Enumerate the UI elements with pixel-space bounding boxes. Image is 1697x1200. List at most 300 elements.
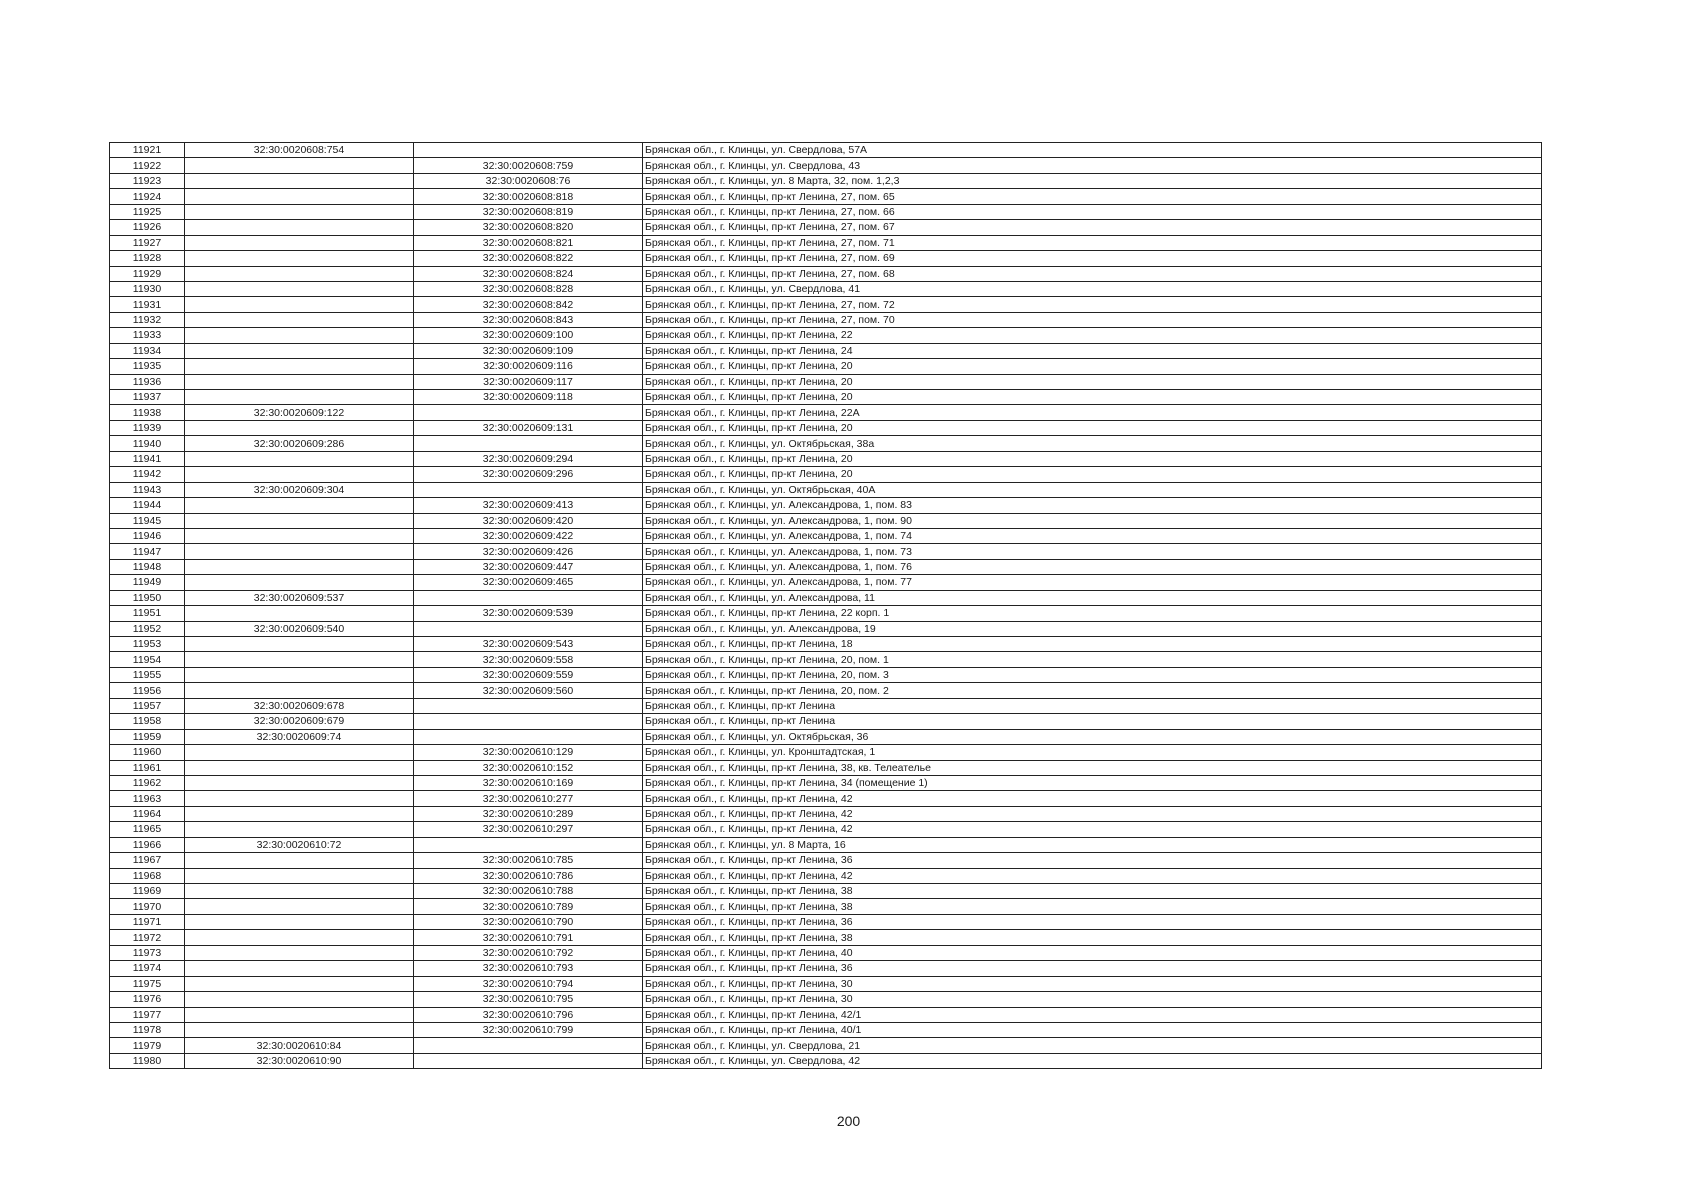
table-row [110, 1007, 1542, 1022]
row-number-cell: 11975 [110, 976, 185, 991]
object-cadastral-number-cell: 32:30:0020610:297 [414, 822, 643, 837]
row-number-cell: 11947 [110, 544, 185, 559]
cadastral-number-cell [185, 1022, 414, 1037]
address-cell: Брянская обл., г. Клинцы, пр-кт Ленина, 20 [643, 374, 1542, 389]
row-number-cell: 11962 [110, 775, 185, 790]
table-row [110, 482, 1542, 497]
address-cell: Брянская обл., г. Клинцы, пр-кт Ленина, 27, пом. 65 [643, 189, 1542, 204]
row-number-cell: 11961 [110, 760, 185, 775]
object-cadastral-number-cell: 32:30:0020610:289 [414, 806, 643, 821]
address-cell: Брянская обл., г. Клинцы, ул. Александрова, 11 [643, 590, 1542, 605]
cadastral-number-cell [185, 189, 414, 204]
object-cadastral-number-cell: 32:30:0020610:790 [414, 914, 643, 929]
address-cell: Брянская обл., г. Клинцы, пр-кт Ленина, 22А [643, 405, 1542, 420]
cadastral-number-cell [185, 637, 414, 652]
object-cadastral-number-cell: 32:30:0020608:820 [414, 220, 643, 235]
row-number-cell: 11966 [110, 837, 185, 852]
row-number-cell: 11927 [110, 235, 185, 250]
cadastral-number-cell [185, 467, 414, 482]
cadastral-number-cell [185, 961, 414, 976]
cadastral-number-cell [185, 667, 414, 682]
object-cadastral-number-cell: 32:30:0020610:795 [414, 992, 643, 1007]
cadastral-number-cell [185, 899, 414, 914]
address-cell: Брянская обл., г. Клинцы, пр-кт Ленина, 40 [643, 945, 1542, 960]
cadastral-number-cell [185, 559, 414, 574]
row-number-cell: 11931 [110, 297, 185, 312]
address-cell: Брянская обл., г. Клинцы, пр-кт Ленина, 40/1 [643, 1022, 1542, 1037]
table-row [110, 930, 1542, 945]
row-number-cell: 11978 [110, 1022, 185, 1037]
object-cadastral-number-cell [414, 837, 643, 852]
row-number-cell: 11974 [110, 961, 185, 976]
cadastral-number-cell [185, 606, 414, 621]
object-cadastral-number-cell: 32:30:0020608:759 [414, 158, 643, 173]
table-row [110, 359, 1542, 374]
row-number-cell: 11940 [110, 436, 185, 451]
row-number-cell: 11936 [110, 374, 185, 389]
table-row [110, 1053, 1542, 1068]
table-row [110, 590, 1542, 605]
object-cadastral-number-cell: 32:30:0020610:786 [414, 868, 643, 883]
address-cell: Брянская обл., г. Клинцы, ул. Александрова, 19 [643, 621, 1542, 636]
address-cell: Брянская обл., г. Клинцы, пр-кт Ленина [643, 698, 1542, 713]
row-number-cell: 11954 [110, 652, 185, 667]
cadastral-number-cell [185, 868, 414, 883]
address-cell: Брянская обл., г. Клинцы, пр-кт Ленина, 27, пом. 71 [643, 235, 1542, 250]
object-cadastral-number-cell: 32:30:0020608:828 [414, 281, 643, 296]
row-number-cell: 11939 [110, 420, 185, 435]
row-number-cell: 11970 [110, 899, 185, 914]
cadastral-number-cell [185, 513, 414, 528]
row-number-cell: 11933 [110, 328, 185, 343]
address-cell: Брянская обл., г. Клинцы, пр-кт Ленина, 27, пом. 67 [643, 220, 1542, 235]
cadastral-number-cell [185, 251, 414, 266]
row-number-cell: 11941 [110, 451, 185, 466]
address-cell: Брянская обл., г. Клинцы, пр-кт Ленина, 27, пом. 66 [643, 204, 1542, 219]
row-number-cell: 11960 [110, 745, 185, 760]
object-cadastral-number-cell [414, 405, 643, 420]
table-row [110, 143, 1542, 158]
table-row [110, 822, 1542, 837]
object-cadastral-number-cell: 32:30:0020610:788 [414, 884, 643, 899]
table-row [110, 436, 1542, 451]
table-row [110, 559, 1542, 574]
table-row [110, 266, 1542, 281]
table-row [110, 297, 1542, 312]
address-cell: Брянская обл., г. Клинцы, пр-кт Ленина, 18 [643, 637, 1542, 652]
address-cell: Брянская обл., г. Клинцы, пр-кт Ленина, 20, пом. 3 [643, 667, 1542, 682]
object-cadastral-number-cell: 32:30:0020610:169 [414, 775, 643, 790]
cadastral-number-cell [185, 775, 414, 790]
address-cell: Брянская обл., г. Клинцы, пр-кт Ленина, 20, пом. 1 [643, 652, 1542, 667]
cadastral-number-cell: 32:30:0020609:122 [185, 405, 414, 420]
cadastral-number-cell [185, 976, 414, 991]
object-cadastral-number-cell: 32:30:0020608:821 [414, 235, 643, 250]
address-cell: Брянская обл., г. Клинцы, пр-кт Ленина, 24 [643, 343, 1542, 358]
object-cadastral-number-cell: 32:30:0020609:560 [414, 683, 643, 698]
cadastral-number-cell [185, 158, 414, 173]
address-cell: Брянская обл., г. Клинцы, пр-кт Ленина, 27, пом. 68 [643, 266, 1542, 281]
row-number-cell: 11945 [110, 513, 185, 528]
address-cell: Брянская обл., г. Клинцы, пр-кт Ленина, 36 [643, 961, 1542, 976]
address-cell: Брянская обл., г. Клинцы, ул. Октябрьская, 40А [643, 482, 1542, 497]
cadastral-number-cell [185, 760, 414, 775]
address-cell: Брянская обл., г. Клинцы, пр-кт Ленина, 20 [643, 467, 1542, 482]
object-cadastral-number-cell: 32:30:0020610:792 [414, 945, 643, 960]
address-cell: Брянская обл., г. Клинцы, ул. Александрова, 1, пом. 76 [643, 559, 1542, 574]
object-cadastral-number-cell [414, 436, 643, 451]
row-number-cell: 11963 [110, 791, 185, 806]
cadastral-number-cell [185, 498, 414, 513]
table-body [110, 143, 1542, 1069]
cadastral-number-cell [185, 173, 414, 188]
table-row [110, 621, 1542, 636]
object-cadastral-number-cell: 32:30:0020609:426 [414, 544, 643, 559]
object-cadastral-number-cell: 32:30:0020609:558 [414, 652, 643, 667]
address-cell: Брянская обл., г. Клинцы, пр-кт Ленина, 38 [643, 930, 1542, 945]
cadastral-number-cell: 32:30:0020609:540 [185, 621, 414, 636]
cadastral-number-cell: 32:30:0020609:537 [185, 590, 414, 605]
row-number-cell: 11935 [110, 359, 185, 374]
address-cell: Брянская обл., г. Клинцы, ул. 8 Марта, 16 [643, 837, 1542, 852]
object-cadastral-number-cell [414, 714, 643, 729]
address-cell: Брянская обл., г. Клинцы, пр-кт Ленина, 22 корп. 1 [643, 606, 1542, 621]
table-row [110, 992, 1542, 1007]
cadastral-number-cell [185, 297, 414, 312]
address-cell: Брянская обл., г. Клинцы, пр-кт Ленина, 34 (помещение 1) [643, 775, 1542, 790]
address-cell: Брянская обл., г. Клинцы, пр-кт Ленина, 38, кв. Телеателье [643, 760, 1542, 775]
cadastral-table [109, 142, 1542, 1069]
object-cadastral-number-cell: 32:30:0020610:789 [414, 899, 643, 914]
cadastral-number-cell: 32:30:0020610:72 [185, 837, 414, 852]
address-cell: Брянская обл., г. Клинцы, пр-кт Ленина, 38 [643, 884, 1542, 899]
address-cell: Брянская обл., г. Клинцы, ул. Свердлова, 41 [643, 281, 1542, 296]
address-cell: Брянская обл., г. Клинцы, пр-кт Ленина, 42 [643, 791, 1542, 806]
table-row [110, 899, 1542, 914]
cadastral-number-cell: 32:30:0020609:679 [185, 714, 414, 729]
row-number-cell: 11930 [110, 281, 185, 296]
address-cell: Брянская обл., г. Клинцы, пр-кт Ленина, 22 [643, 328, 1542, 343]
table-row [110, 220, 1542, 235]
cadastral-number-cell [185, 822, 414, 837]
object-cadastral-number-cell: 32:30:0020609:420 [414, 513, 643, 528]
object-cadastral-number-cell [414, 590, 643, 605]
cadastral-number-cell: 32:30:0020609:74 [185, 729, 414, 744]
address-cell: Брянская обл., г. Клинцы, пр-кт Ленина, 36 [643, 853, 1542, 868]
row-number-cell: 11949 [110, 575, 185, 590]
object-cadastral-number-cell [414, 482, 643, 497]
object-cadastral-number-cell: 32:30:0020610:799 [414, 1022, 643, 1037]
address-cell: Брянская обл., г. Клинцы, пр-кт Ленина, 42/1 [643, 1007, 1542, 1022]
row-number-cell: 11964 [110, 806, 185, 821]
cadastral-number-cell [185, 1007, 414, 1022]
cadastral-number-cell [185, 451, 414, 466]
row-number-cell: 11924 [110, 189, 185, 204]
cadastral-number-cell [185, 204, 414, 219]
cadastral-number-cell [185, 312, 414, 327]
address-cell: Брянская обл., г. Клинцы, пр-кт Ленина, 27, пом. 72 [643, 297, 1542, 312]
object-cadastral-number-cell: 32:30:0020610:152 [414, 760, 643, 775]
table-row [110, 420, 1542, 435]
object-cadastral-number-cell: 32:30:0020608:819 [414, 204, 643, 219]
table-row [110, 498, 1542, 513]
table-row [110, 791, 1542, 806]
row-number-cell: 11958 [110, 714, 185, 729]
cadastral-number-cell: 32:30:0020609:678 [185, 698, 414, 713]
table-row [110, 745, 1542, 760]
address-cell: Брянская обл., г. Клинцы, ул. Александрова, 1, пом. 83 [643, 498, 1542, 513]
object-cadastral-number-cell: 32:30:0020609:118 [414, 390, 643, 405]
row-number-cell: 11967 [110, 853, 185, 868]
object-cadastral-number-cell: 32:30:0020609:116 [414, 359, 643, 374]
row-number-cell: 11926 [110, 220, 185, 235]
address-cell: Брянская обл., г. Клинцы, пр-кт Ленина, 20 [643, 451, 1542, 466]
table-row [110, 189, 1542, 204]
table-row [110, 251, 1542, 266]
object-cadastral-number-cell: 32:30:0020609:422 [414, 528, 643, 543]
document-table-container [109, 142, 1541, 1069]
object-cadastral-number-cell: 32:30:0020610:793 [414, 961, 643, 976]
row-number-cell: 11946 [110, 528, 185, 543]
object-cadastral-number-cell: 32:30:0020609:539 [414, 606, 643, 621]
object-cadastral-number-cell: 32:30:0020609:465 [414, 575, 643, 590]
cadastral-number-cell [185, 528, 414, 543]
table-row [110, 405, 1542, 420]
cadastral-number-cell [185, 328, 414, 343]
row-number-cell: 11976 [110, 992, 185, 1007]
row-number-cell: 11972 [110, 930, 185, 945]
table-row [110, 390, 1542, 405]
address-cell: Брянская обл., г. Клинцы, ул. Свердлова, 57А [643, 143, 1542, 158]
table-row [110, 513, 1542, 528]
object-cadastral-number-cell [414, 729, 643, 744]
table-row [110, 760, 1542, 775]
cadastral-number-cell [185, 914, 414, 929]
object-cadastral-number-cell: 32:30:0020608:842 [414, 297, 643, 312]
row-number-cell: 11957 [110, 698, 185, 713]
object-cadastral-number-cell: 32:30:0020609:543 [414, 637, 643, 652]
row-number-cell: 11922 [110, 158, 185, 173]
row-number-cell: 11921 [110, 143, 185, 158]
cadastral-number-cell [185, 930, 414, 945]
cadastral-number-cell [185, 992, 414, 1007]
row-number-cell: 11977 [110, 1007, 185, 1022]
row-number-cell: 11944 [110, 498, 185, 513]
row-number-cell: 11968 [110, 868, 185, 883]
row-number-cell: 11934 [110, 343, 185, 358]
address-cell: Брянская обл., г. Клинцы, ул. Свердлова, 42 [643, 1053, 1542, 1068]
object-cadastral-number-cell: 32:30:0020610:785 [414, 853, 643, 868]
cadastral-number-cell [185, 235, 414, 250]
table-row [110, 853, 1542, 868]
cadastral-number-cell [185, 652, 414, 667]
address-cell: Брянская обл., г. Клинцы, ул. Свердлова, 43 [643, 158, 1542, 173]
object-cadastral-number-cell: 32:30:0020610:794 [414, 976, 643, 991]
object-cadastral-number-cell: 32:30:0020608:822 [414, 251, 643, 266]
row-number-cell: 11956 [110, 683, 185, 698]
table-row [110, 806, 1542, 821]
object-cadastral-number-cell: 32:30:0020608:824 [414, 266, 643, 281]
table-row [110, 173, 1542, 188]
table-row [110, 945, 1542, 960]
row-number-cell: 11938 [110, 405, 185, 420]
address-cell: Брянская обл., г. Клинцы, пр-кт Ленина, 42 [643, 822, 1542, 837]
table-row [110, 328, 1542, 343]
row-number-cell: 11973 [110, 945, 185, 960]
cadastral-number-cell [185, 791, 414, 806]
object-cadastral-number-cell: 32:30:0020608:76 [414, 173, 643, 188]
table-row [110, 775, 1542, 790]
address-cell: Брянская обл., г. Клинцы, пр-кт Ленина, 20 [643, 420, 1542, 435]
address-cell: Брянская обл., г. Клинцы, пр-кт Ленина, 20 [643, 359, 1542, 374]
row-number-cell: 11948 [110, 559, 185, 574]
cadastral-number-cell: 32:30:0020609:286 [185, 436, 414, 451]
row-number-cell: 11969 [110, 884, 185, 899]
address-cell: Брянская обл., г. Клинцы, ул. Александрова, 1, пом. 90 [643, 513, 1542, 528]
table-row [110, 281, 1542, 296]
cadastral-number-cell [185, 544, 414, 559]
cadastral-number-cell [185, 220, 414, 235]
address-cell: Брянская обл., г. Клинцы, ул. Кронштадтская, 1 [643, 745, 1542, 760]
address-cell: Брянская обл., г. Клинцы, пр-кт Ленина, 42 [643, 868, 1542, 883]
address-cell: Брянская обл., г. Клинцы, пр-кт Ленина, 38 [643, 899, 1542, 914]
table-row [110, 374, 1542, 389]
address-cell: Брянская обл., г. Клинцы, пр-кт Ленина, 20, пом. 2 [643, 683, 1542, 698]
table-row [110, 204, 1542, 219]
table-row [110, 544, 1542, 559]
table-row [110, 652, 1542, 667]
object-cadastral-number-cell: 32:30:0020609:294 [414, 451, 643, 466]
cadastral-number-cell [185, 683, 414, 698]
object-cadastral-number-cell: 32:30:0020610:791 [414, 930, 643, 945]
object-cadastral-number-cell: 32:30:0020610:129 [414, 745, 643, 760]
object-cadastral-number-cell: 32:30:0020610:796 [414, 1007, 643, 1022]
table-row [110, 451, 1542, 466]
cadastral-number-cell [185, 281, 414, 296]
cadastral-number-cell [185, 374, 414, 389]
object-cadastral-number-cell: 32:30:0020609:100 [414, 328, 643, 343]
cadastral-number-cell [185, 359, 414, 374]
cadastral-number-cell [185, 343, 414, 358]
address-cell: Брянская обл., г. Клинцы, пр-кт Ленина, 42 [643, 806, 1542, 821]
row-number-cell: 11952 [110, 621, 185, 636]
object-cadastral-number-cell: 32:30:0020609:447 [414, 559, 643, 574]
row-number-cell: 11955 [110, 667, 185, 682]
row-number-cell: 11965 [110, 822, 185, 837]
cadastral-number-cell [185, 266, 414, 281]
table-row [110, 467, 1542, 482]
cadastral-number-cell [185, 884, 414, 899]
row-number-cell: 11937 [110, 390, 185, 405]
table-row [110, 528, 1542, 543]
table-row [110, 976, 1542, 991]
row-number-cell: 11928 [110, 251, 185, 266]
cadastral-number-cell: 32:30:0020610:84 [185, 1038, 414, 1053]
row-number-cell: 11942 [110, 467, 185, 482]
table-row [110, 698, 1542, 713]
cadastral-number-cell [185, 806, 414, 821]
row-number-cell: 11971 [110, 914, 185, 929]
row-number-cell: 11943 [110, 482, 185, 497]
row-number-cell: 11980 [110, 1053, 185, 1068]
table-row [110, 606, 1542, 621]
address-cell: Брянская обл., г. Клинцы, ул. Александрова, 1, пом. 77 [643, 575, 1542, 590]
address-cell: Брянская обл., г. Клинцы, пр-кт Ленина [643, 714, 1542, 729]
address-cell: Брянская обл., г. Клинцы, ул. Октябрьская, 38а [643, 436, 1542, 451]
row-number-cell: 11950 [110, 590, 185, 605]
address-cell: Брянская обл., г. Клинцы, ул. Александрова, 1, пом. 73 [643, 544, 1542, 559]
object-cadastral-number-cell: 32:30:0020609:117 [414, 374, 643, 389]
table-row [110, 868, 1542, 883]
table-row [110, 158, 1542, 173]
cadastral-number-cell [185, 390, 414, 405]
object-cadastral-number-cell: 32:30:0020608:843 [414, 312, 643, 327]
page-number: 200 [836, 1113, 861, 1129]
cadastral-number-cell [185, 575, 414, 590]
object-cadastral-number-cell [414, 698, 643, 713]
object-cadastral-number-cell: 32:30:0020609:296 [414, 467, 643, 482]
object-cadastral-number-cell [414, 1038, 643, 1053]
row-number-cell: 11959 [110, 729, 185, 744]
table-row [110, 729, 1542, 744]
row-number-cell: 11925 [110, 204, 185, 219]
object-cadastral-number-cell [414, 621, 643, 636]
table-row [110, 714, 1542, 729]
address-cell: Брянская обл., г. Клинцы, пр-кт Ленина, 20 [643, 390, 1542, 405]
object-cadastral-number-cell: 32:30:0020608:818 [414, 189, 643, 204]
table-row [110, 884, 1542, 899]
object-cadastral-number-cell [414, 143, 643, 158]
table-row [110, 837, 1542, 852]
row-number-cell: 11929 [110, 266, 185, 281]
table-row [110, 1038, 1542, 1053]
object-cadastral-number-cell [414, 1053, 643, 1068]
row-number-cell: 11923 [110, 173, 185, 188]
object-cadastral-number-cell: 32:30:0020609:109 [414, 343, 643, 358]
table-row [110, 235, 1542, 250]
address-cell: Брянская обл., г. Клинцы, ул. Александрова, 1, пом. 74 [643, 528, 1542, 543]
cadastral-number-cell [185, 945, 414, 960]
table-row [110, 637, 1542, 652]
table-row [110, 575, 1542, 590]
table-row [110, 914, 1542, 929]
table-row [110, 683, 1542, 698]
cadastral-number-cell: 32:30:0020609:304 [185, 482, 414, 497]
table-row [110, 312, 1542, 327]
cadastral-number-cell: 32:30:0020608:754 [185, 143, 414, 158]
object-cadastral-number-cell: 32:30:0020610:277 [414, 791, 643, 806]
object-cadastral-number-cell: 32:30:0020609:559 [414, 667, 643, 682]
cadastral-number-cell [185, 745, 414, 760]
row-number-cell: 11979 [110, 1038, 185, 1053]
cadastral-number-cell: 32:30:0020610:90 [185, 1053, 414, 1068]
row-number-cell: 11953 [110, 637, 185, 652]
row-number-cell: 11951 [110, 606, 185, 621]
cadastral-number-cell [185, 853, 414, 868]
address-cell: Брянская обл., г. Клинцы, пр-кт Ленина, 30 [643, 992, 1542, 1007]
address-cell: Брянская обл., г. Клинцы, пр-кт Ленина, 27, пом. 69 [643, 251, 1542, 266]
object-cadastral-number-cell: 32:30:0020609:131 [414, 420, 643, 435]
address-cell: Брянская обл., г. Клинцы, пр-кт Ленина, 27, пом. 70 [643, 312, 1542, 327]
table-row [110, 343, 1542, 358]
address-cell: Брянская обл., г. Клинцы, пр-кт Ленина, 30 [643, 976, 1542, 991]
row-number-cell: 11932 [110, 312, 185, 327]
cadastral-number-cell [185, 420, 414, 435]
address-cell: Брянская обл., г. Клинцы, ул. Свердлова, 21 [643, 1038, 1542, 1053]
object-cadastral-number-cell: 32:30:0020609:413 [414, 498, 643, 513]
address-cell: Брянская обл., г. Клинцы, ул. Октябрьская, 36 [643, 729, 1542, 744]
table-row [110, 1022, 1542, 1037]
